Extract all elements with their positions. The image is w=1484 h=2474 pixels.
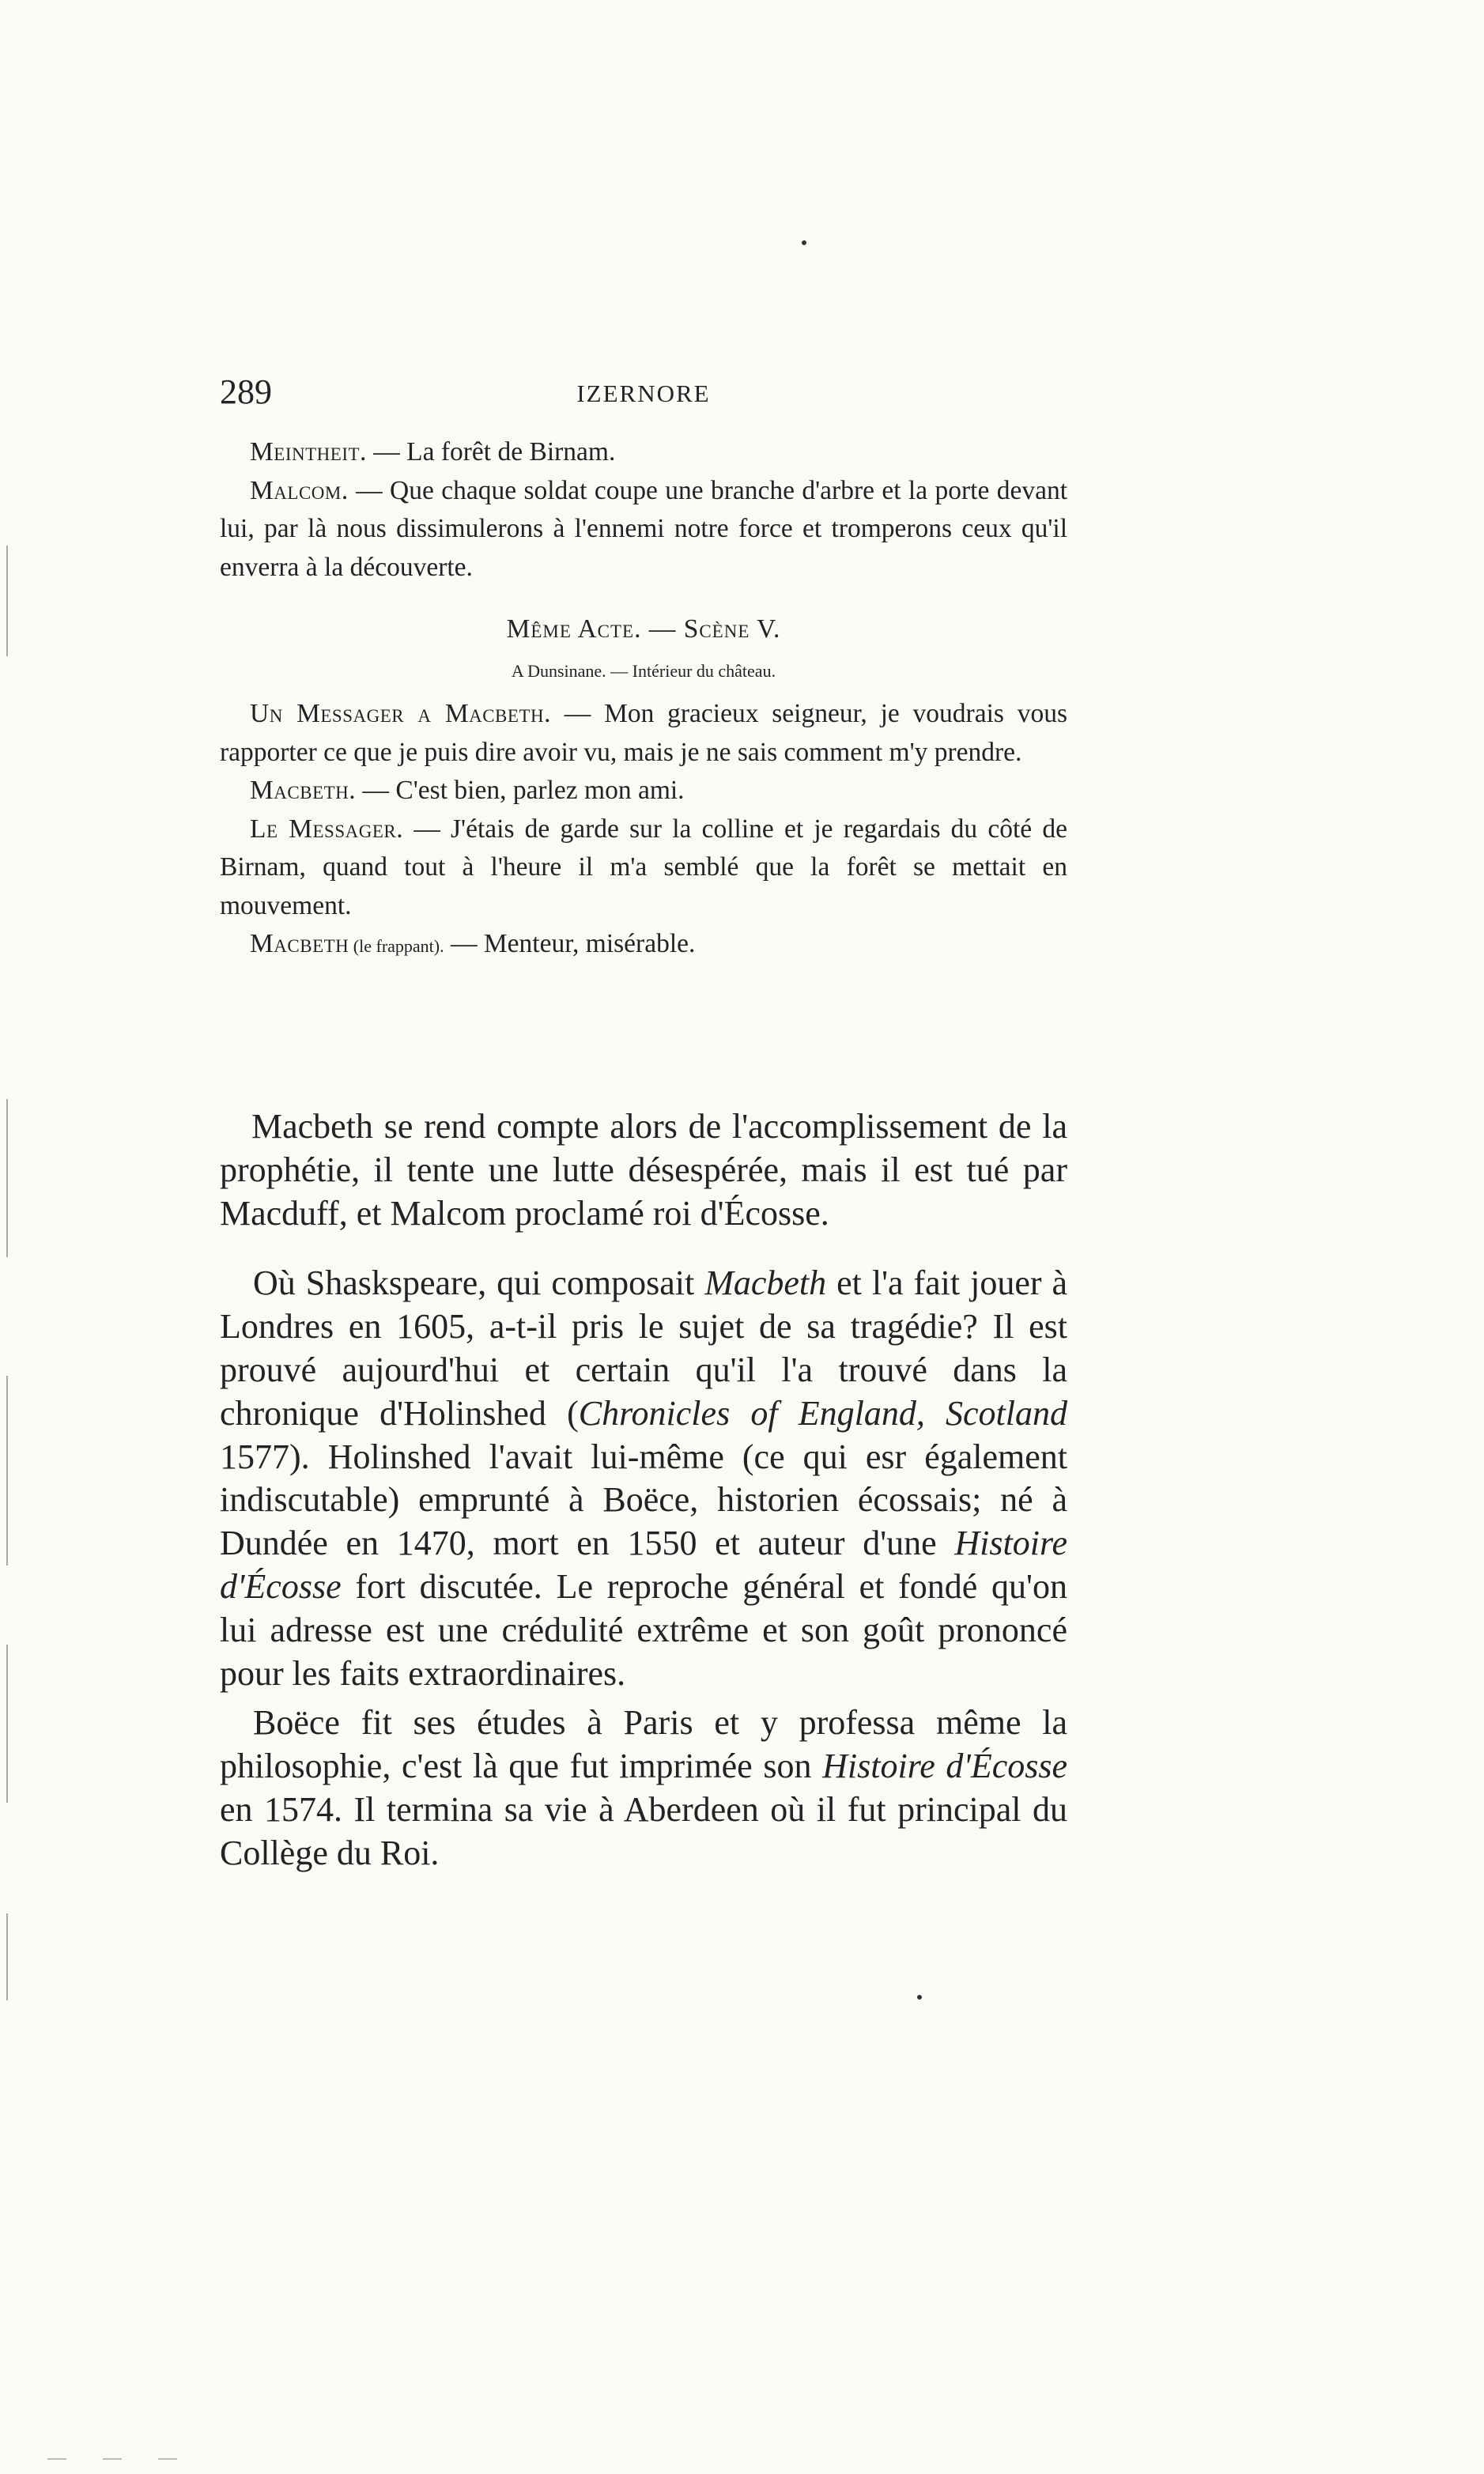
- text-run: fort discutée. Le reproche général et fondé qu'on lui adresse est une crédulité extrême et son goût prononcé pour les faits extraordinaires.: [220, 1566, 1067, 1693]
- paragraph: Macbeth se rend compte alors de l'accomplissement de la prophétie, il tente une lutte désespérée, mais il est tué par Macduff, et Malcom proclamé roi d'Écosse.: [220, 1107, 1067, 1233]
- body-text: [220, 1105, 1067, 1875]
- speaker-name: Meintheit.: [250, 437, 367, 466]
- text-run: en 1574. Il termina sa vie à Aberdeen où il fut principal du Collège du Roi.: [220, 1789, 1067, 1872]
- dialogue-text: — Menteur, misérable.: [444, 929, 696, 958]
- dialogue-text: — J'étais de garde sur la colline et je regardais du côté de Birnam, quand tout à l'heure il m'a semblé que la forêt se mettait en mouvement.: [220, 814, 1067, 920]
- dialogue-text: — Mon gracieux seigneur, je voudrais vous rapporter ce que je puis dire avoir vu, mais je ne sais comment m'y prendre.: [220, 699, 1067, 767]
- scan-margin-mark: [6, 546, 8, 656]
- scan-edge-mark: [47, 2458, 66, 2460]
- italic-title: Histoire d'Écosse: [822, 1747, 1067, 1786]
- text-run: et l'a fait jouer à Londres en 1605, a-t-il pris le sujet de sa tragédie? Il est prouvé aujourd'hui et certain qu'il l'a trouvé dans la chronique d'Holinshed (: [220, 1263, 1067, 1433]
- play-excerpt: [220, 433, 1067, 966]
- scene-setting: A Dunsinane. — Intérieur du château.: [511, 660, 776, 681]
- speaker-name: Macbeth.: [250, 776, 357, 805]
- act-scene-heading: Même Acte. — Scène V.: [506, 614, 781, 644]
- paragraph: [220, 1702, 1067, 1875]
- dialogue-line: [220, 772, 1067, 810]
- speaker-name: Le Messager.: [250, 814, 404, 844]
- running-title: IZERNORE: [576, 380, 711, 407]
- dialogue-line: [220, 472, 1067, 587]
- speaker-name: Un Messager a Macbeth.: [250, 699, 551, 728]
- scan-margin-mark: [6, 1099, 8, 1257]
- scan-margin-mark: [6, 1376, 8, 1566]
- dialogue-text: — La forêt de Birnam.: [366, 437, 616, 466]
- stage-direction: (le frappant).: [349, 936, 444, 956]
- scan-edge-mark: [158, 2458, 177, 2460]
- dialogue-text: — C'est bien, parlez mon ami.: [356, 776, 685, 805]
- scan-edge-mark: [103, 2458, 122, 2460]
- italic-title: Chronicles of England, Scotland: [578, 1393, 1067, 1433]
- scan-margin-mark: [6, 1645, 8, 1803]
- italic-title: Macbeth: [704, 1263, 827, 1303]
- dialogue-line: [220, 433, 1067, 472]
- dialogue-line: [220, 925, 1067, 966]
- italic-title: Histoire d'Écosse: [220, 1524, 1067, 1606]
- speaker-name: Macbeth: [250, 929, 349, 958]
- paragraph: [220, 1262, 1067, 1695]
- dialogue-line: [220, 810, 1067, 926]
- dialogue-line: [220, 695, 1067, 772]
- page-number: 289: [220, 372, 272, 411]
- dialogue-text: — Que chaque soldat coupe une branche d'arbre et la porte devant lui, par là nous dissimulerons à l'ennemi notre force et tromperons ceux qu'il enverra à la découverte.: [220, 475, 1067, 582]
- scan-margin-mark: [6, 1913, 8, 2000]
- text-run: Boëce fit ses études à Paris et y professa même la philosophie, c'est là que fut imprimée son: [220, 1703, 1067, 1786]
- ink-speck: [802, 240, 806, 245]
- ink-speck: [917, 1995, 922, 2000]
- page-header: [220, 372, 1067, 419]
- text-run: Où Shaskspeare, qui composait: [253, 1263, 705, 1303]
- speaker-name: Malcom.: [250, 475, 349, 505]
- text-run: 1577). Holinshed l'avait lui-même (ce qui esr également indiscutable) emprunté à Boëce, historien écossais; né à Dundée en 1470, mort en 1550 et auteur d'une: [220, 1437, 1067, 1563]
